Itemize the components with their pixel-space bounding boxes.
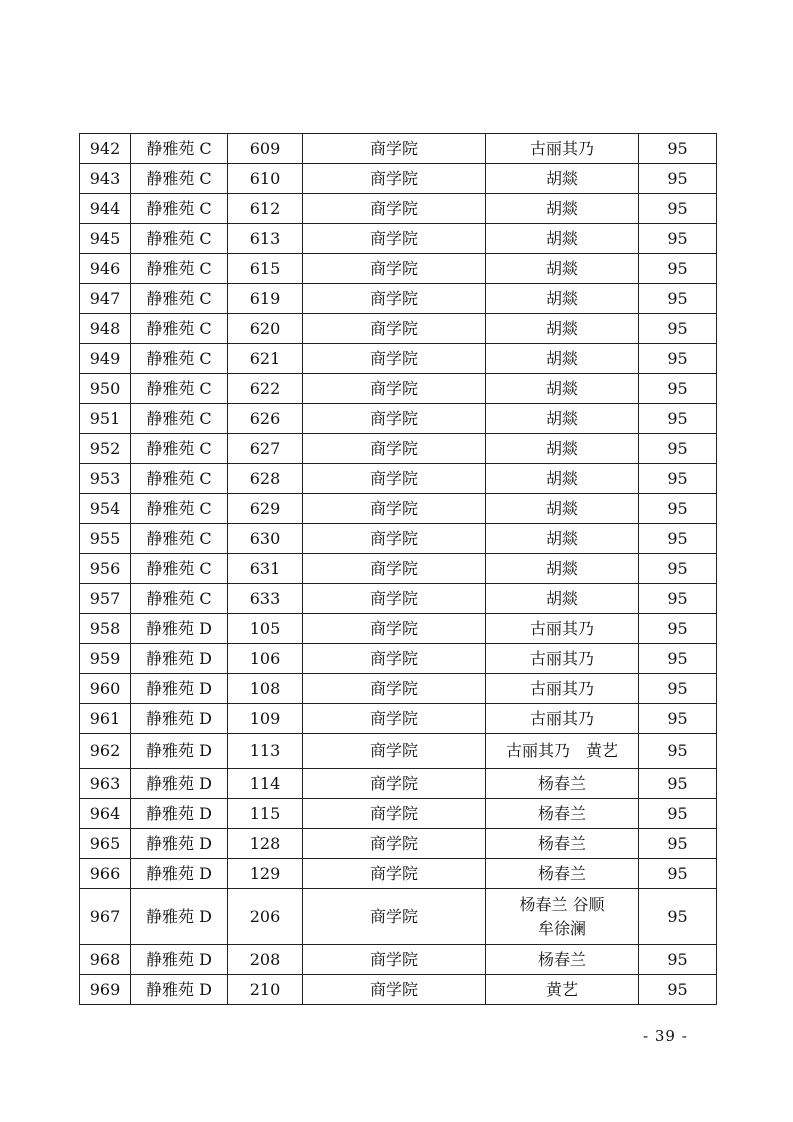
college-cell: 商学院 xyxy=(303,524,486,554)
score-cell: 95 xyxy=(639,344,717,374)
college-cell: 商学院 xyxy=(303,194,486,224)
college-cell: 商学院 xyxy=(303,644,486,674)
building-cell: 静雅苑 D xyxy=(131,734,228,769)
row-number-cell: 947 xyxy=(80,284,131,314)
row-number-cell: 965 xyxy=(80,829,131,859)
table-row xyxy=(80,889,717,945)
row-number-cell: 966 xyxy=(80,859,131,889)
college-cell: 商学院 xyxy=(303,404,486,434)
table-row xyxy=(80,224,717,254)
inspector-name: 杨春兰 xyxy=(537,803,586,823)
room-cell: 612 xyxy=(228,194,303,224)
table-row xyxy=(80,674,717,704)
inspector-name: 胡燚 xyxy=(545,378,578,398)
room-cell: 206 xyxy=(228,889,303,945)
building-cell: 静雅苑 D xyxy=(131,829,228,859)
college-cell: 商学院 xyxy=(303,889,486,945)
row-number-cell: 961 xyxy=(80,704,131,734)
inspector-name: 胡燚 xyxy=(545,348,578,368)
college-cell: 商学院 xyxy=(303,434,486,464)
score-cell: 95 xyxy=(639,554,717,584)
room-cell: 105 xyxy=(228,614,303,644)
inspector-name: 胡燚 xyxy=(545,288,578,308)
building-cell: 静雅苑 D xyxy=(131,889,228,945)
inspector-names-cell xyxy=(486,674,639,704)
inspector-names-cell xyxy=(486,734,639,769)
row-number-cell: 959 xyxy=(80,644,131,674)
inspector-name: 胡燚 xyxy=(545,198,578,218)
building-cell: 静雅苑 C xyxy=(131,494,228,524)
building-cell: 静雅苑 D xyxy=(131,644,228,674)
row-number-cell: 962 xyxy=(80,734,131,769)
room-cell: 630 xyxy=(228,524,303,554)
row-number-cell: 952 xyxy=(80,434,131,464)
row-number-cell: 951 xyxy=(80,404,131,434)
row-number-cell: 968 xyxy=(80,945,131,975)
inspector-name: 胡燚 xyxy=(545,318,578,338)
table-row xyxy=(80,614,717,644)
building-cell: 静雅苑 D xyxy=(131,769,228,799)
row-number-cell: 943 xyxy=(80,164,131,194)
college-cell: 商学院 xyxy=(303,344,486,374)
college-cell: 商学院 xyxy=(303,769,486,799)
building-cell: 静雅苑 D xyxy=(131,975,228,1005)
building-cell: 静雅苑 D xyxy=(131,945,228,975)
inspector-names-cell xyxy=(486,164,639,194)
inspector-names-cell xyxy=(486,134,639,164)
score-cell: 95 xyxy=(639,769,717,799)
inspector-names-cell xyxy=(486,554,639,584)
inspector-name: 杨春兰 xyxy=(537,773,586,793)
building-cell: 静雅苑 D xyxy=(131,859,228,889)
college-cell: 商学院 xyxy=(303,254,486,284)
table-body xyxy=(80,134,717,1005)
room-cell: 628 xyxy=(228,464,303,494)
college-cell: 商学院 xyxy=(303,494,486,524)
row-number-cell: 956 xyxy=(80,554,131,584)
inspector-names-cell xyxy=(486,614,639,644)
table-row xyxy=(80,769,717,799)
building-cell: 静雅苑 C xyxy=(131,374,228,404)
room-cell: 108 xyxy=(228,674,303,704)
inspector-names-cell xyxy=(486,644,639,674)
inspector-name: 胡燚 xyxy=(545,168,578,188)
inspector-names-cell xyxy=(486,945,639,975)
room-cell: 609 xyxy=(228,134,303,164)
table-row xyxy=(80,374,717,404)
inspector-names-cell xyxy=(486,404,639,434)
inspector-name: 古丽其乃 xyxy=(529,708,594,728)
room-cell: 620 xyxy=(228,314,303,344)
building-cell: 静雅苑 D xyxy=(131,799,228,829)
building-cell: 静雅苑 D xyxy=(131,704,228,734)
score-cell: 95 xyxy=(639,859,717,889)
inspector-name: 胡燚 xyxy=(545,558,578,578)
page-number: - 39 - xyxy=(643,1027,688,1045)
score-cell: 95 xyxy=(639,494,717,524)
college-cell: 商学院 xyxy=(303,829,486,859)
table-row xyxy=(80,434,717,464)
table-row xyxy=(80,404,717,434)
score-cell: 95 xyxy=(639,194,717,224)
row-number-cell: 964 xyxy=(80,799,131,829)
inspector-name: 古丽其乃 黄艺 xyxy=(505,741,618,760)
table-row xyxy=(80,799,717,829)
score-cell: 95 xyxy=(639,404,717,434)
row-number-cell: 955 xyxy=(80,524,131,554)
room-cell: 114 xyxy=(228,769,303,799)
inspector-name: 古丽其乃 xyxy=(529,138,594,158)
building-cell: 静雅苑 C xyxy=(131,434,228,464)
room-cell: 615 xyxy=(228,254,303,284)
score-cell: 95 xyxy=(639,644,717,674)
college-cell: 商学院 xyxy=(303,134,486,164)
table-row xyxy=(80,704,717,734)
score-cell: 95 xyxy=(639,134,717,164)
room-cell: 210 xyxy=(228,975,303,1005)
table-row xyxy=(80,464,717,494)
inspector-name: 古丽其乃 xyxy=(529,618,594,638)
inspector-names-cell xyxy=(486,434,639,464)
building-cell: 静雅苑 C xyxy=(131,194,228,224)
score-cell: 95 xyxy=(639,314,717,344)
row-number-cell: 957 xyxy=(80,584,131,614)
row-number-cell: 944 xyxy=(80,194,131,224)
college-cell: 商学院 xyxy=(303,859,486,889)
inspector-name: 胡燚 xyxy=(545,588,578,608)
building-cell: 静雅苑 C xyxy=(131,134,228,164)
inspector-names-cell xyxy=(486,344,639,374)
score-cell: 95 xyxy=(639,164,717,194)
college-cell: 商学院 xyxy=(303,464,486,494)
row-number-cell: 946 xyxy=(80,254,131,284)
table-row xyxy=(80,284,717,314)
table-row xyxy=(80,134,717,164)
room-cell: 613 xyxy=(228,224,303,254)
table-row xyxy=(80,975,717,1005)
score-cell: 95 xyxy=(639,284,717,314)
table-row xyxy=(80,164,717,194)
inspector-names-cell xyxy=(486,314,639,344)
room-cell: 113 xyxy=(228,734,303,769)
row-number-cell: 969 xyxy=(80,975,131,1005)
score-cell: 95 xyxy=(639,584,717,614)
score-cell: 95 xyxy=(639,704,717,734)
score-cell: 95 xyxy=(639,674,717,704)
row-number-cell: 954 xyxy=(80,494,131,524)
room-cell: 129 xyxy=(228,859,303,889)
table-row xyxy=(80,344,717,374)
room-cell: 626 xyxy=(228,404,303,434)
table-row xyxy=(80,494,717,524)
building-cell: 静雅苑 D xyxy=(131,614,228,644)
row-number-cell: 953 xyxy=(80,464,131,494)
room-cell: 128 xyxy=(228,829,303,859)
building-cell: 静雅苑 C xyxy=(131,344,228,374)
building-cell: 静雅苑 C xyxy=(131,464,228,494)
inspector-name: 杨春兰 xyxy=(537,833,586,853)
college-cell: 商学院 xyxy=(303,674,486,704)
table-row xyxy=(80,734,717,769)
score-cell: 95 xyxy=(639,524,717,554)
score-cell: 95 xyxy=(639,799,717,829)
college-cell: 商学院 xyxy=(303,584,486,614)
inspector-names-cell xyxy=(486,224,639,254)
building-cell: 静雅苑 C xyxy=(131,164,228,194)
row-number-cell: 963 xyxy=(80,769,131,799)
room-cell: 629 xyxy=(228,494,303,524)
room-cell: 109 xyxy=(228,704,303,734)
inspector-name: 胡燚 xyxy=(545,228,578,248)
inspector-names-cell xyxy=(486,584,639,614)
room-cell: 619 xyxy=(228,284,303,314)
score-cell: 95 xyxy=(639,614,717,644)
table-row xyxy=(80,554,717,584)
dorm-inspection-table xyxy=(79,133,717,1005)
college-cell: 商学院 xyxy=(303,614,486,644)
row-number-cell: 960 xyxy=(80,674,131,704)
building-cell: 静雅苑 C xyxy=(131,224,228,254)
table-row xyxy=(80,194,717,224)
row-number-cell: 942 xyxy=(80,134,131,164)
inspector-names-cell xyxy=(486,464,639,494)
row-number-cell: 950 xyxy=(80,374,131,404)
inspector-names-cell xyxy=(486,829,639,859)
table-row xyxy=(80,314,717,344)
row-number-cell: 948 xyxy=(80,314,131,344)
college-cell: 商学院 xyxy=(303,164,486,194)
inspector-name: 胡燚 xyxy=(545,408,578,428)
inspector-name: 古丽其乃 xyxy=(529,678,594,698)
inspector-names-cell xyxy=(486,704,639,734)
building-cell: 静雅苑 C xyxy=(131,524,228,554)
inspector-names-cell xyxy=(486,254,639,284)
score-cell: 95 xyxy=(639,829,717,859)
inspector-names-cell xyxy=(486,975,639,1005)
college-cell: 商学院 xyxy=(303,945,486,975)
college-cell: 商学院 xyxy=(303,374,486,404)
score-cell: 95 xyxy=(639,224,717,254)
inspector-name: 胡燚 xyxy=(545,528,578,548)
table-row xyxy=(80,254,717,284)
score-cell: 95 xyxy=(639,374,717,404)
college-cell: 商学院 xyxy=(303,975,486,1005)
college-cell: 商学院 xyxy=(303,734,486,769)
college-cell: 商学院 xyxy=(303,224,486,254)
inspector-names-cell xyxy=(486,859,639,889)
row-number-cell: 967 xyxy=(80,889,131,945)
score-cell: 95 xyxy=(639,254,717,284)
room-cell: 610 xyxy=(228,164,303,194)
college-cell: 商学院 xyxy=(303,314,486,344)
inspector-name: 杨春兰 xyxy=(537,863,586,883)
row-number-cell: 949 xyxy=(80,344,131,374)
table-row xyxy=(80,524,717,554)
college-cell: 商学院 xyxy=(303,284,486,314)
inspector-names-cell xyxy=(486,524,639,554)
building-cell: 静雅苑 C xyxy=(131,584,228,614)
inspector-names-cell xyxy=(486,194,639,224)
inspector-name: 胡燚 xyxy=(545,258,578,278)
building-cell: 静雅苑 D xyxy=(131,674,228,704)
room-cell: 115 xyxy=(228,799,303,829)
inspector-names-cell xyxy=(486,374,639,404)
building-cell: 静雅苑 C xyxy=(131,254,228,284)
inspector-name: 杨春兰 xyxy=(537,949,586,969)
room-cell: 627 xyxy=(228,434,303,464)
score-cell: 95 xyxy=(639,734,717,769)
inspector-names-cell xyxy=(486,494,639,524)
building-cell: 静雅苑 C xyxy=(131,404,228,434)
room-cell: 633 xyxy=(228,584,303,614)
inspector-name: 牟徐澜 xyxy=(537,918,586,938)
building-cell: 静雅苑 C xyxy=(131,314,228,344)
row-number-cell: 958 xyxy=(80,614,131,644)
inspector-names-cell xyxy=(486,284,639,314)
row-number-cell: 945 xyxy=(80,224,131,254)
inspector-name: 古丽其乃 xyxy=(529,648,594,668)
inspector-name: 胡燚 xyxy=(545,468,578,488)
table-row xyxy=(80,859,717,889)
inspector-names-cell xyxy=(486,889,639,945)
college-cell: 商学院 xyxy=(303,799,486,829)
college-cell: 商学院 xyxy=(303,554,486,584)
table-row xyxy=(80,644,717,674)
score-cell: 95 xyxy=(639,975,717,1005)
table-row xyxy=(80,829,717,859)
inspector-name: 胡燚 xyxy=(545,438,578,458)
table-row xyxy=(80,945,717,975)
building-cell: 静雅苑 C xyxy=(131,284,228,314)
inspector-names-cell xyxy=(486,799,639,829)
college-cell: 商学院 xyxy=(303,704,486,734)
score-cell: 95 xyxy=(639,434,717,464)
room-cell: 621 xyxy=(228,344,303,374)
room-cell: 106 xyxy=(228,644,303,674)
inspector-name: 黄艺 xyxy=(545,979,578,999)
score-cell: 95 xyxy=(639,464,717,494)
inspector-name: 胡燚 xyxy=(545,498,578,518)
room-cell: 631 xyxy=(228,554,303,584)
table-row xyxy=(80,584,717,614)
inspector-name: 杨春兰 谷顺 xyxy=(519,894,605,914)
score-cell: 95 xyxy=(639,889,717,945)
room-cell: 208 xyxy=(228,945,303,975)
building-cell: 静雅苑 C xyxy=(131,554,228,584)
score-cell: 95 xyxy=(639,945,717,975)
inspector-names-cell xyxy=(486,769,639,799)
room-cell: 622 xyxy=(228,374,303,404)
